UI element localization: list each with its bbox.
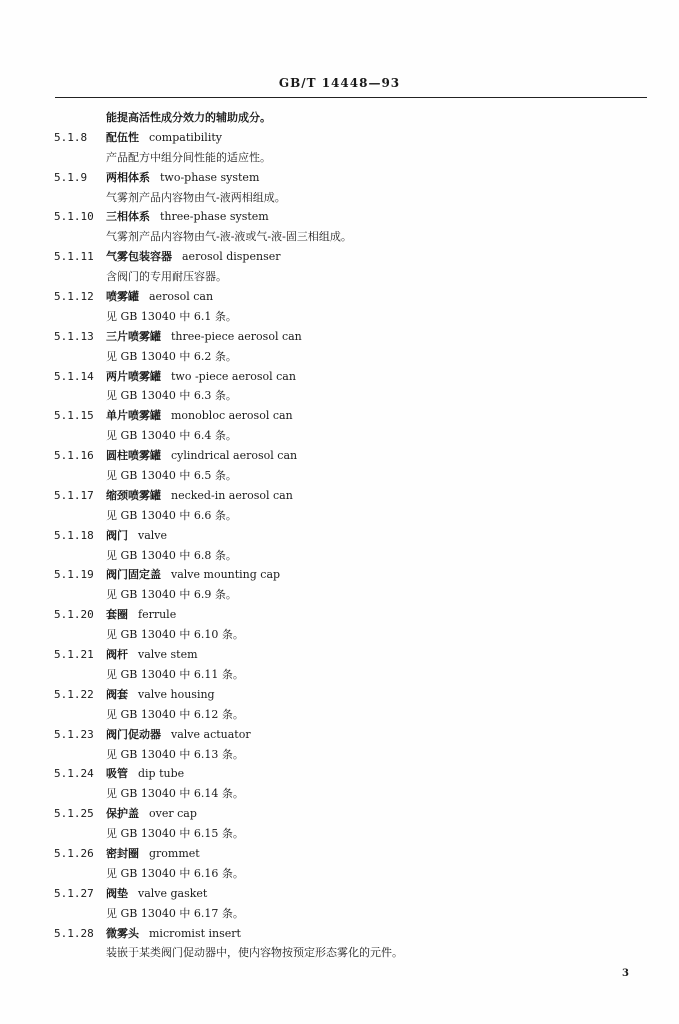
term-line bbox=[0, 207, 679, 227]
definition-line bbox=[0, 506, 679, 526]
term-heading bbox=[106, 207, 269, 227]
definition-line bbox=[0, 466, 679, 486]
term-line bbox=[0, 446, 679, 466]
term-definition: 见 GB 13040 中 6.9 条。 bbox=[106, 588, 237, 602]
clause-number: 5.1.24 bbox=[54, 767, 94, 781]
term-heading bbox=[106, 247, 280, 267]
clause-number: 5.1.21 bbox=[54, 648, 94, 662]
term-line bbox=[0, 327, 679, 347]
term-english: ferrule bbox=[138, 608, 177, 622]
definition-line bbox=[0, 665, 679, 685]
term-heading bbox=[106, 764, 184, 784]
clause-number: 5.1.20 bbox=[54, 608, 94, 622]
term-english: valve gasket bbox=[138, 886, 208, 900]
definition-line bbox=[0, 705, 679, 725]
term-heading bbox=[106, 128, 222, 148]
definition-line bbox=[0, 625, 679, 645]
term-chinese: 气雾包装容器 bbox=[106, 250, 172, 264]
term-english: two -piece aerosol can bbox=[171, 369, 296, 383]
clause-number: 5.1.18 bbox=[54, 528, 94, 542]
term-chinese: 缩颈喷雾罐 bbox=[106, 488, 161, 502]
clause-number: 5.1.8 bbox=[54, 130, 88, 144]
term-definition: 见 GB 13040 中 6.3 条。 bbox=[106, 389, 237, 403]
term-line bbox=[0, 804, 679, 824]
clause-number: 5.1.10 bbox=[54, 210, 94, 224]
clause-number: 5.1.15 bbox=[54, 409, 94, 423]
term-english: cylindrical aerosol can bbox=[171, 449, 298, 463]
continuation-text: 能提高活性成分效力的辅助成分。 bbox=[106, 111, 271, 124]
term-definition: 见 GB 13040 中 6.2 条。 bbox=[106, 349, 237, 363]
clause-number: 5.1.22 bbox=[54, 687, 94, 701]
page-number: 3 bbox=[622, 968, 629, 979]
term-line bbox=[0, 565, 679, 585]
term-definition: 见 GB 13040 中 6.14 条。 bbox=[106, 787, 244, 801]
term-line bbox=[0, 605, 679, 625]
term-definition: 见 GB 13040 中 6.11 条。 bbox=[106, 667, 244, 681]
term-english: aerosol dispenser bbox=[182, 250, 281, 264]
term-definition: 产品配方中组分间性能的适应性。 bbox=[106, 150, 271, 164]
term-line bbox=[0, 168, 679, 188]
term-line bbox=[0, 764, 679, 784]
term-chinese: 阀门固定盖 bbox=[106, 568, 161, 582]
definition-line bbox=[0, 426, 679, 446]
definition-line bbox=[0, 784, 679, 804]
definition-line bbox=[0, 227, 679, 247]
term-english: valve bbox=[138, 528, 168, 542]
term-chinese: 吸管 bbox=[106, 767, 128, 781]
term-english: three-piece aerosol can bbox=[171, 329, 302, 343]
term-line bbox=[0, 924, 679, 944]
term-chinese: 密封圈 bbox=[106, 846, 139, 860]
clause-number: 5.1.26 bbox=[54, 846, 94, 860]
document-header: GB/T 14448—93 bbox=[278, 76, 401, 90]
term-english: grommet bbox=[149, 846, 200, 860]
definition-line bbox=[0, 267, 679, 287]
term-chinese: 圆柱喷雾罐 bbox=[106, 449, 161, 463]
term-definition: 装嵌于某类阀门促动器中，使内容物按预定形态雾化的元件。 bbox=[106, 946, 403, 960]
term-chinese: 阀套 bbox=[106, 687, 128, 701]
definition-line bbox=[0, 546, 679, 566]
clause-number: 5.1.14 bbox=[54, 369, 94, 383]
term-heading bbox=[106, 367, 296, 387]
term-english: two-phase system bbox=[160, 170, 260, 184]
term-chinese: 单片喷雾罐 bbox=[106, 409, 161, 423]
term-line bbox=[0, 526, 679, 546]
continuation-line bbox=[0, 108, 679, 128]
term-english: aerosol can bbox=[149, 290, 214, 304]
term-chinese: 保护盖 bbox=[106, 807, 139, 821]
clause-number: 5.1.16 bbox=[54, 449, 94, 463]
definition-line bbox=[0, 386, 679, 406]
term-english: valve stem bbox=[138, 648, 198, 662]
term-chinese: 三相体系 bbox=[106, 210, 150, 224]
term-definition: 见 GB 13040 中 6.13 条。 bbox=[106, 747, 244, 761]
definition-line bbox=[0, 824, 679, 844]
term-heading bbox=[106, 645, 198, 665]
term-line bbox=[0, 287, 679, 307]
clause-number: 5.1.12 bbox=[54, 290, 94, 304]
term-line bbox=[0, 128, 679, 148]
terms-list bbox=[0, 108, 679, 963]
term-definition: 见 GB 13040 中 6.16 条。 bbox=[106, 866, 244, 880]
term-heading bbox=[106, 168, 259, 188]
term-english: compatibility bbox=[149, 130, 222, 144]
term-heading bbox=[106, 804, 197, 824]
clause-number: 5.1.19 bbox=[54, 568, 94, 582]
term-english: dip tube bbox=[138, 767, 185, 781]
clause-number: 5.1.23 bbox=[54, 727, 94, 741]
term-definition: 见 GB 13040 中 6.5 条。 bbox=[106, 469, 237, 483]
definition-line bbox=[0, 347, 679, 367]
clause-number: 5.1.17 bbox=[54, 488, 94, 502]
definition-line bbox=[0, 307, 679, 327]
term-english: valve actuator bbox=[171, 727, 251, 741]
term-definition: 气雾剂产品内容物由气-液两相组成。 bbox=[106, 190, 286, 204]
clause-number: 5.1.27 bbox=[54, 886, 94, 900]
definition-line bbox=[0, 904, 679, 924]
term-definition: 见 GB 13040 中 6.10 条。 bbox=[106, 628, 244, 642]
term-heading bbox=[106, 844, 200, 864]
header-rule bbox=[55, 97, 647, 98]
term-heading bbox=[106, 327, 302, 347]
term-chinese: 套圈 bbox=[106, 608, 128, 622]
term-line bbox=[0, 884, 679, 904]
term-english: necked-in aerosol can bbox=[171, 488, 293, 502]
term-line bbox=[0, 367, 679, 387]
term-heading bbox=[106, 565, 280, 585]
term-heading bbox=[106, 605, 176, 625]
term-chinese: 阀杆 bbox=[106, 648, 128, 662]
term-line bbox=[0, 844, 679, 864]
term-chinese: 三片喷雾罐 bbox=[106, 329, 161, 343]
term-definition: 见 GB 13040 中 6.15 条。 bbox=[106, 827, 244, 841]
clause-number: 5.1.25 bbox=[54, 807, 94, 821]
term-chinese: 微雾头 bbox=[106, 926, 139, 940]
term-heading bbox=[106, 486, 293, 506]
term-chinese: 两相体系 bbox=[106, 170, 150, 184]
term-line bbox=[0, 247, 679, 267]
term-definition: 见 GB 13040 中 6.4 条。 bbox=[106, 429, 237, 443]
term-heading bbox=[106, 406, 293, 426]
term-chinese: 阀门 bbox=[106, 528, 128, 542]
term-chinese: 两片喷雾罐 bbox=[106, 369, 161, 383]
term-english: valve housing bbox=[138, 687, 215, 701]
term-line bbox=[0, 645, 679, 665]
definition-line bbox=[0, 745, 679, 765]
term-chinese: 阀垫 bbox=[106, 886, 128, 900]
definition-line bbox=[0, 943, 679, 963]
term-chinese: 喷雾罐 bbox=[106, 290, 139, 304]
term-definition: 含阀门的专用耐压容器。 bbox=[106, 270, 227, 284]
term-heading bbox=[106, 884, 207, 904]
term-english: over cap bbox=[149, 807, 197, 821]
definition-line bbox=[0, 188, 679, 208]
term-chinese: 阀门促动器 bbox=[106, 727, 161, 741]
clause-number: 5.1.9 bbox=[54, 170, 88, 184]
term-heading bbox=[106, 446, 297, 466]
term-chinese: 配伍性 bbox=[106, 130, 139, 144]
term-definition: 见 GB 13040 中 6.1 条。 bbox=[106, 309, 237, 323]
definition-line bbox=[0, 864, 679, 884]
term-english: micromist insert bbox=[149, 926, 241, 940]
definition-line bbox=[0, 148, 679, 168]
term-definition: 见 GB 13040 中 6.17 条。 bbox=[106, 906, 244, 920]
term-definition: 见 GB 13040 中 6.12 条。 bbox=[106, 707, 244, 721]
clause-number: 5.1.11 bbox=[54, 250, 94, 264]
term-definition: 气雾剂产品内容物由气-液-液或气-液-固三相组成。 bbox=[106, 230, 352, 244]
term-english: monobloc aerosol can bbox=[171, 409, 293, 423]
term-heading bbox=[106, 287, 213, 307]
term-heading bbox=[106, 526, 167, 546]
term-heading bbox=[106, 924, 241, 944]
term-line bbox=[0, 406, 679, 426]
term-definition: 见 GB 13040 中 6.6 条。 bbox=[106, 508, 237, 522]
term-definition: 见 GB 13040 中 6.8 条。 bbox=[106, 548, 237, 562]
definition-line bbox=[0, 585, 679, 605]
term-line bbox=[0, 486, 679, 506]
term-heading bbox=[106, 725, 251, 745]
term-english: valve mounting cap bbox=[171, 568, 281, 582]
term-english: three-phase system bbox=[160, 210, 269, 224]
term-line bbox=[0, 685, 679, 705]
term-line bbox=[0, 725, 679, 745]
clause-number: 5.1.28 bbox=[54, 926, 94, 940]
term-heading bbox=[106, 685, 215, 705]
clause-number: 5.1.13 bbox=[54, 329, 94, 343]
